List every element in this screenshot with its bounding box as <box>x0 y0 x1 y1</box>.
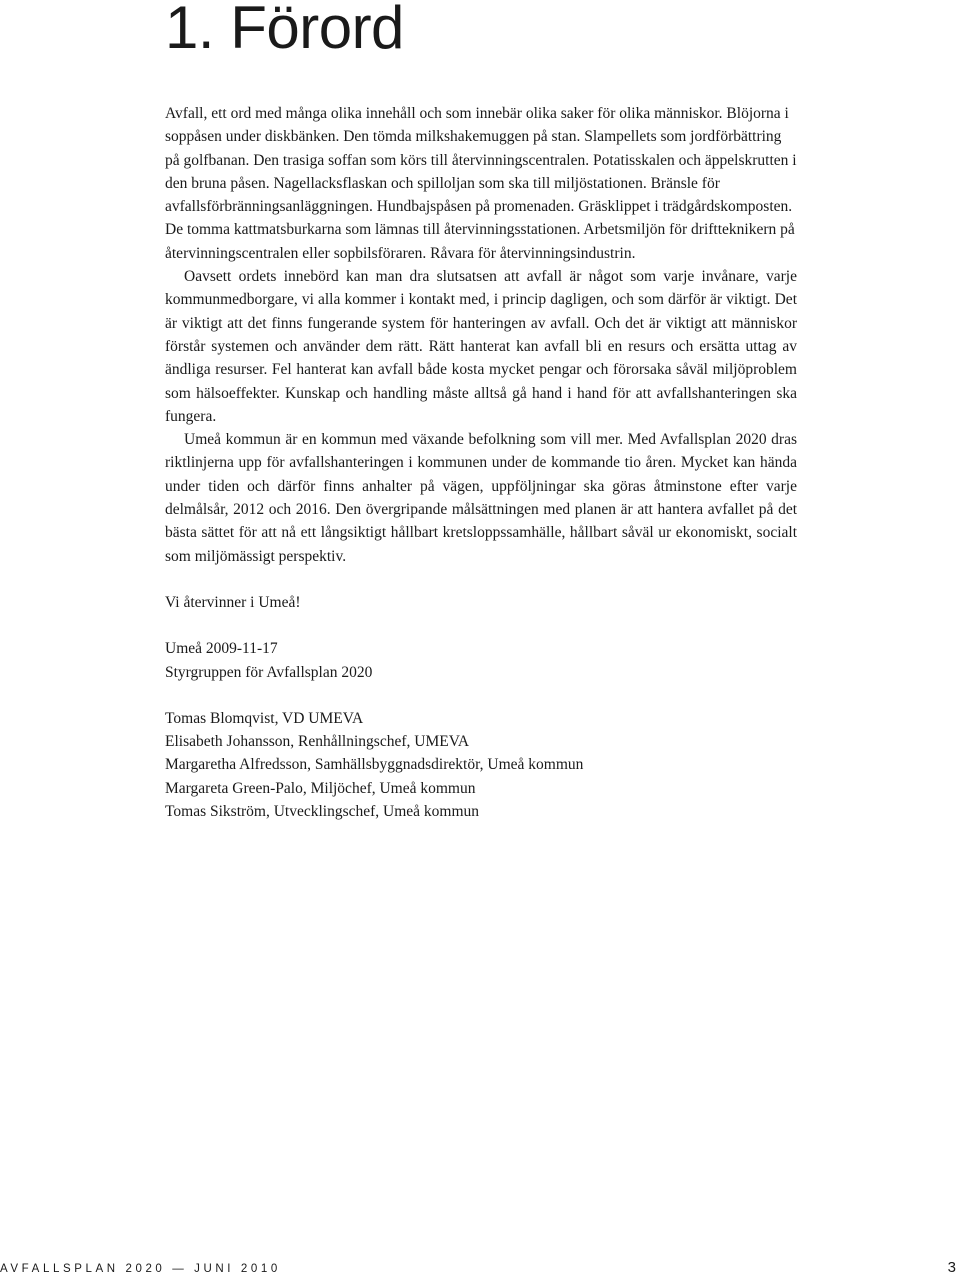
closing-line: Vi återvinner i Umeå! <box>165 593 301 611</box>
page-title: 1. Förord <box>165 0 404 61</box>
signatory: Margaretha Alfredsson, Samhällsbyggnadsdirektör, Umeå kommun <box>165 756 584 774</box>
place-date: Umeå 2009-11-17 <box>165 640 278 658</box>
steering-group: Styrgruppen för Avfallsplan 2020 <box>165 663 373 681</box>
signatory: Tomas Sikström, Utvecklingschef, Umeå kommun <box>165 803 480 821</box>
foreword-body <box>165 102 797 823</box>
page-number: 3 <box>947 1259 956 1276</box>
signatory-list <box>165 707 797 823</box>
signatory: Elisabeth Johansson, Renhållningschef, UMEVA <box>165 733 470 751</box>
date-block <box>165 637 797 684</box>
paragraph-3: Umeå kommun är en kommun med växande befolkning som vill mer. Med Avfallsplan 2020 dras riktlinjerna upp för avfallshanteringen i kommunen under de kommande tio åren. Mycket kan hända under tiden och därför finns anhalter på vägen, uppföljningar ska göras åtminstone efter varje delmålsår, 2012 och 2016. Den övergripande målsättningen med planen är att hantera avfallet på det bästa sättet för att nå ett långsiktigt hållbart kretsloppssamhälle, hållbart såväl ur ekonomiskt, socialt som miljömässigt perspektiv. <box>165 431 797 565</box>
signatory: Margareta Green-Palo, Miljöchef, Umeå kommun <box>165 779 476 797</box>
paragraph-2: Oavsett ordets innebörd kan man dra slutsatsen att avfall är något som varje invånare, varje kommunmedborgare, vi alla kommer i kontakt med, i princip dagligen, och som därför är viktigt. Det är viktigt att det finns fungerande system för hanteringen av avfall. Och det är viktigt att människor förstår systemen och använder dem rätt. Rätt hanterat kan avfall bli en resurs och ersätta uttag av ändliga resurser. Fel hanterat kan avfall både kosta mycket pengar och förorsaka såväl miljöproblem som hälsoeffekter. Kunskap och handling måste alltså gå hand i hand för att avfallshanteringen ska fungera. <box>165 268 797 425</box>
signatory: Tomas Blomqvist, VD UMEVA <box>165 709 364 727</box>
footer-publication: AVFALLSPLAN 2020 — JUNI 2010 <box>0 1263 281 1275</box>
paragraph-1: Avfall, ett ord med många olika innehåll och som innebär olika saker för olika människor. Blöjorna i soppåsen under diskbänken. Den tömda milkshakemuggen på stan. Slampellets som jordförbättring på golfbanan. Den trasiga soffan som körs till återvinningscentralen. Potatisskalen och äppelskrutten i den bruna påsen. Nagellacksflaskan och spilloljan som ska till miljöstationen. Bränsle för avfallsförbränningsanläggningen. Hundbajspåsen på promenaden. Gräsklippet i trädgårdskomposten. De tomma kattmatsburkarna som lämnas till återvinningsstationen. Arbetsmiljön för driftteknikern på återvinningscentralen eller sopbilsföraren. Råvara för återvinningsindustrin. <box>165 105 797 262</box>
